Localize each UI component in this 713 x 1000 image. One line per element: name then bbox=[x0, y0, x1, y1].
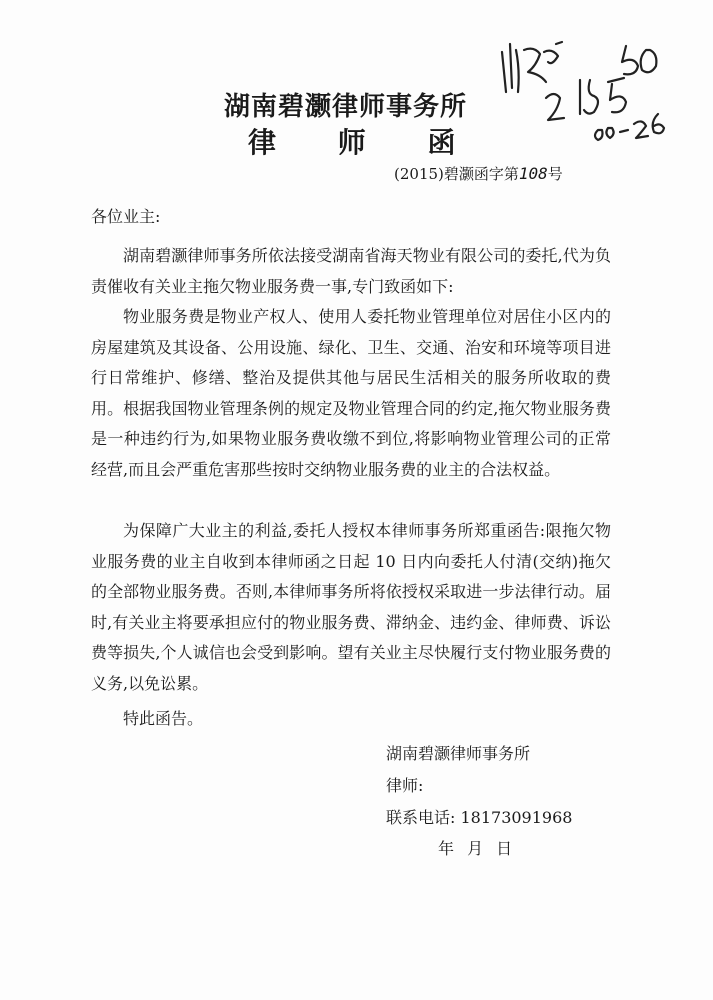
signature-date: 年 月 日 bbox=[438, 839, 513, 858]
signature-phone: 联系电话: 18173091968 bbox=[386, 808, 573, 827]
signature-firm: 湖南碧灏律师事务所 bbox=[386, 744, 531, 763]
letter-title-firm: 湖南碧灏律师事务所 bbox=[224, 92, 468, 122]
reference-handwritten-number: 108 bbox=[518, 164, 548, 183]
paragraph-closing: 特此函告。 bbox=[123, 709, 204, 728]
reference-suffix: 号 bbox=[547, 165, 563, 183]
paragraph-definition: 物业服务费是物业产权人、使用人委托物业管理单位对居住小区内的房屋建筑及其设备、公用设施、绿化、卫生、交通、治安和环境等项目进行日常维护、修缮、整治及提供其他与居民生活相关的服务所收取的费用。根据我国物业管理条例的规定及物业管理合同的约定,拖欠物业服务费是一种违约行为,如果物业服务费收缴不到位,将影响物业管理公司的正常经营,而且会严重危害那些按时交纳物业服务费的业主的合法权益。 bbox=[91, 307, 611, 479]
salutation: 各位业主: bbox=[91, 207, 161, 226]
signature-lawyer: 律师: bbox=[386, 776, 424, 795]
reference-number bbox=[394, 163, 563, 184]
handwritten-annotation bbox=[490, 22, 690, 142]
paragraph-intro: 湖南碧灏律师事务所依法接受湖南省海天物业有限公司的委托,代为负责催收有关业主拖欠物业服务费一事,专门致函如下: bbox=[91, 246, 611, 296]
reference-prefix: (2015)碧灏函字第 bbox=[394, 165, 519, 183]
paragraph-demand: 为保障广大业主的利益,委托人授权本律师事务所郑重函告:限拖欠物业服务费的业主自收到本律师函之日起 10 日内向委托人付清(交纳)拖欠的全部物业服务费。否则,本律师事务所将依授权采取进一步法律行动。届时,有关业主将要承担应付的物业服务费、滞纳金、违约金、律师费、诉讼费等损失,个人诚信也会受到影响。望有关业主尽快履行支付物业服务费的义务,以免讼累。 bbox=[91, 521, 611, 693]
letter-title-type: 律 师 函 bbox=[248, 126, 482, 159]
